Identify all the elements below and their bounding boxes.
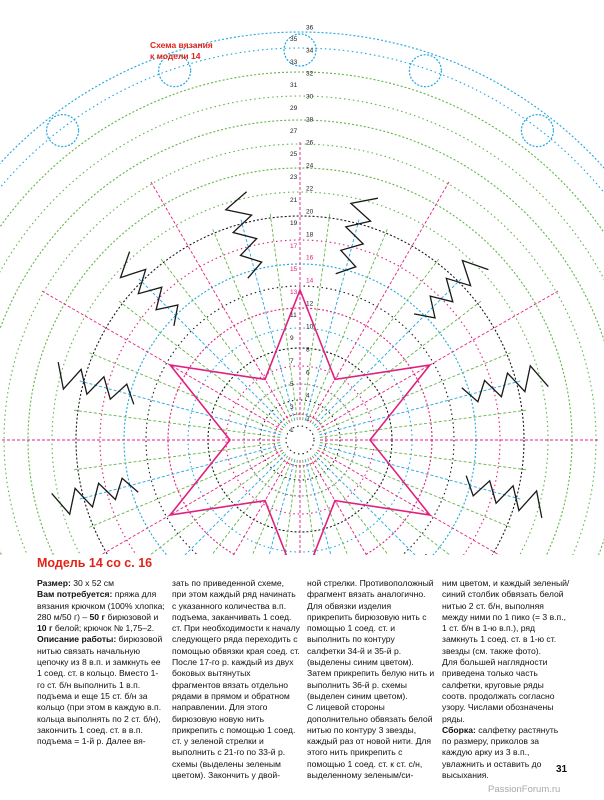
description-text: бирюзовой нитью связать начальную цепочку из 8 в.п. и замкнуть ее 1 соед. ст. в кольцо. Вместо 1-го ст. б/н выполнить 1 в.п. подъема и еще 15 ст. б/н за кольцо (при этом в каждую в.п. кольца выполнять по 2 ст. б/н), закончить 1 соед. ст. в в.п. подъема = 1-й р. Далее вя- <box>37 634 163 747</box>
row-number-label: 13 <box>290 289 298 296</box>
size-label: Размер: <box>37 578 71 588</box>
row-number-label: 23 <box>290 174 298 181</box>
stitch-spoke <box>40 450 282 555</box>
stitch-ring <box>0 48 604 555</box>
zigzag-motif <box>414 261 488 318</box>
materials-text: пряжа для вязания крючком (100% хлопка; 280 м/50 г) – <box>37 589 165 622</box>
materials-amount-white: 10 г <box>37 623 53 634</box>
scallop-fan <box>521 115 553 147</box>
model-title: Модель 14 со с. 16 <box>37 556 153 570</box>
zigzag-motif <box>466 476 542 518</box>
row-number-label: 15 <box>290 266 298 273</box>
row-number-label: 7 <box>290 358 294 365</box>
zigzag-motif <box>422 554 479 555</box>
text-column-1 <box>37 578 165 781</box>
row-number-label: 3 <box>290 404 294 411</box>
row-number-label: 20 <box>306 208 314 216</box>
row-number-label: 17 <box>290 243 298 250</box>
stitch-spoke <box>118 300 285 428</box>
paragraph: зать по приведенной схеме, при этом каждый ряд начинать с указанного количества в.п. подъема, заканчивать 1 соед. ст. При необходимости к началу следующего ряда переходить с помощью обвязки края соед. ст. <box>172 578 300 656</box>
stitch-spoke <box>314 454 462 555</box>
stitch-spoke <box>310 180 450 422</box>
size-value: 30 х 52 см <box>70 578 114 588</box>
paragraph: Для большей наглядности приведена только часть салфетки, круговые ряды соотв. продолжать согласно узору. Числами обозначены ряды. <box>442 657 555 724</box>
stitch-spoke <box>240 218 294 421</box>
row-number-label: 27 <box>290 128 298 135</box>
description-paragraph <box>37 634 165 747</box>
stitch-spoke <box>312 456 440 555</box>
zigzag-motif <box>336 198 378 274</box>
zigzag-motif <box>52 478 139 514</box>
zigzag-motif <box>58 362 134 404</box>
paragraph: Для обвязки изделия прикрепить бирюзовую нить с помощью 1 соед. ст. и выполнить по контуру салфетки 34-й и 35-й р. (выделены синим цветом). Затем прикрепить белую нить и выполнить 36-й р. схемы (выделен синим цветом). <box>307 600 435 701</box>
row-number-label: 4 <box>306 392 310 400</box>
description-label: Описание работы: <box>37 634 117 645</box>
row-number-label: 8 <box>306 346 310 354</box>
assembly-text: салфетку растянуть по размеру, приколов за каждую арку из 3 в.п., увлажнить и оставить до высыхания. <box>442 724 559 781</box>
assembly-label: Сборка: <box>442 724 476 735</box>
zigzag-motif <box>462 366 549 402</box>
materials-text: бирюзовой и <box>105 611 159 622</box>
materials-amount-turquoise: 50 г <box>89 611 106 622</box>
row-number-label: 33 <box>290 59 298 66</box>
row-number-label: 9 <box>290 335 294 342</box>
stitch-ring <box>146 286 454 555</box>
row-number-label: 26 <box>306 139 314 147</box>
row-number-label: 31 <box>290 82 298 89</box>
stitch-spoke <box>310 457 450 555</box>
row-number-label: 34 <box>306 47 314 55</box>
stitch-spoke <box>78 380 281 434</box>
stitch-spoke <box>72 410 280 437</box>
watermark: PassionForum.ru <box>488 784 561 795</box>
row-number-label: 6 <box>306 369 310 377</box>
stitch-spoke <box>150 180 290 422</box>
row-number-label: 19 <box>290 220 298 227</box>
stitch-spoke <box>316 300 483 428</box>
text-column-2 <box>172 578 300 781</box>
stitch-spoke <box>320 443 528 470</box>
paragraph: ной стрелки. Противоположный фрагмент вязать аналогично. <box>307 578 434 600</box>
row-number-label: 18 <box>306 231 314 239</box>
scallop-fan <box>409 55 441 87</box>
paragraph: После 17-го р. каждый из двух боковых вытянутых фрагментов вязать отдельно рядами в прямом и обратном направлении. Для этого бирюзовую новую нить прикрепить с помощью 1 соед. ст. у зеленой стрелки и выполнить с 21-го по 33-й р. схемы (выделены зеленым цветом). Закончить у двой- <box>172 657 296 781</box>
row-number-label: 25 <box>290 151 298 158</box>
stitch-spoke <box>319 445 522 499</box>
stitch-spoke <box>160 456 288 555</box>
row-number-label: 32 <box>306 70 314 78</box>
stitch-spoke <box>160 258 288 425</box>
stitch-spoke <box>319 380 522 434</box>
row-number-label: 11 <box>290 312 297 319</box>
row-number-label: 21 <box>290 197 298 204</box>
scheme-caption-line2: к модели 14 <box>150 51 201 61</box>
stitch-spoke <box>317 450 559 555</box>
row-number-label: 2 <box>306 415 310 423</box>
row-number-label: 12 <box>306 300 314 308</box>
stitch-spoke <box>312 258 440 425</box>
stitch-ring <box>76 216 524 555</box>
assembly-paragraph <box>442 725 570 781</box>
scheme-caption-line1: Схема вязания <box>150 40 213 50</box>
row-number-label: 28 <box>306 116 314 124</box>
description-columns <box>37 578 572 781</box>
size-paragraph <box>37 578 165 589</box>
text-column-4 <box>442 578 570 781</box>
stitch-spoke <box>40 290 282 430</box>
scallop-fan <box>47 115 79 147</box>
stitch-spoke <box>78 445 281 499</box>
stitch-spoke <box>317 290 559 430</box>
row-number-label: 10 <box>306 323 314 331</box>
stitch-spoke <box>72 443 280 470</box>
stitch-spoke <box>150 457 290 555</box>
row-number-label: 5 <box>290 381 294 388</box>
stitch-spoke <box>320 410 528 437</box>
stitch-spoke <box>303 212 330 420</box>
scheme-caption <box>150 40 213 62</box>
row-number-label: 22 <box>306 185 314 193</box>
text-column-3 <box>307 578 435 781</box>
row-number-label: 36 <box>306 24 314 32</box>
materials-text: белой; крючок № 1,75–2. <box>52 623 155 634</box>
materials-paragraph <box>37 589 165 634</box>
paragraph: ним цветом, и каждый зеленый/синий столбик обвязать белой нитью 2 ст. б/н, выполняя между ними по 1 пико (= 3 в.п., 1 ст. б/н в 1-ю в.п.), ряд замкнуть 1 соед. ст. в 1-ю ст. звезды (см. также фото). <box>442 578 570 656</box>
row-number-label: 29 <box>290 105 298 112</box>
zigzag-motif <box>226 192 262 279</box>
row-number-label: 24 <box>306 162 314 170</box>
stitch-spoke <box>305 218 359 421</box>
row-number-label: 1 <box>290 427 294 434</box>
row-number-label: 16 <box>306 254 314 262</box>
row-number-label: 35 <box>290 36 298 43</box>
row-number-label: 30 <box>306 93 314 101</box>
zigzag-motif <box>121 252 178 326</box>
paragraph: С лицевой стороны дополнительно обвязать белой нитью по контуру 3 звезды, каждый раз от новой нити. Для этого нить прикрепить с помощью 1 соед. ст. к ст. с/н, выделенному зеленым/си- <box>307 702 433 781</box>
page-number: 31 <box>556 764 568 775</box>
materials-label: Вам потребуется: <box>37 589 113 600</box>
row-number-label: 14 <box>306 277 314 285</box>
